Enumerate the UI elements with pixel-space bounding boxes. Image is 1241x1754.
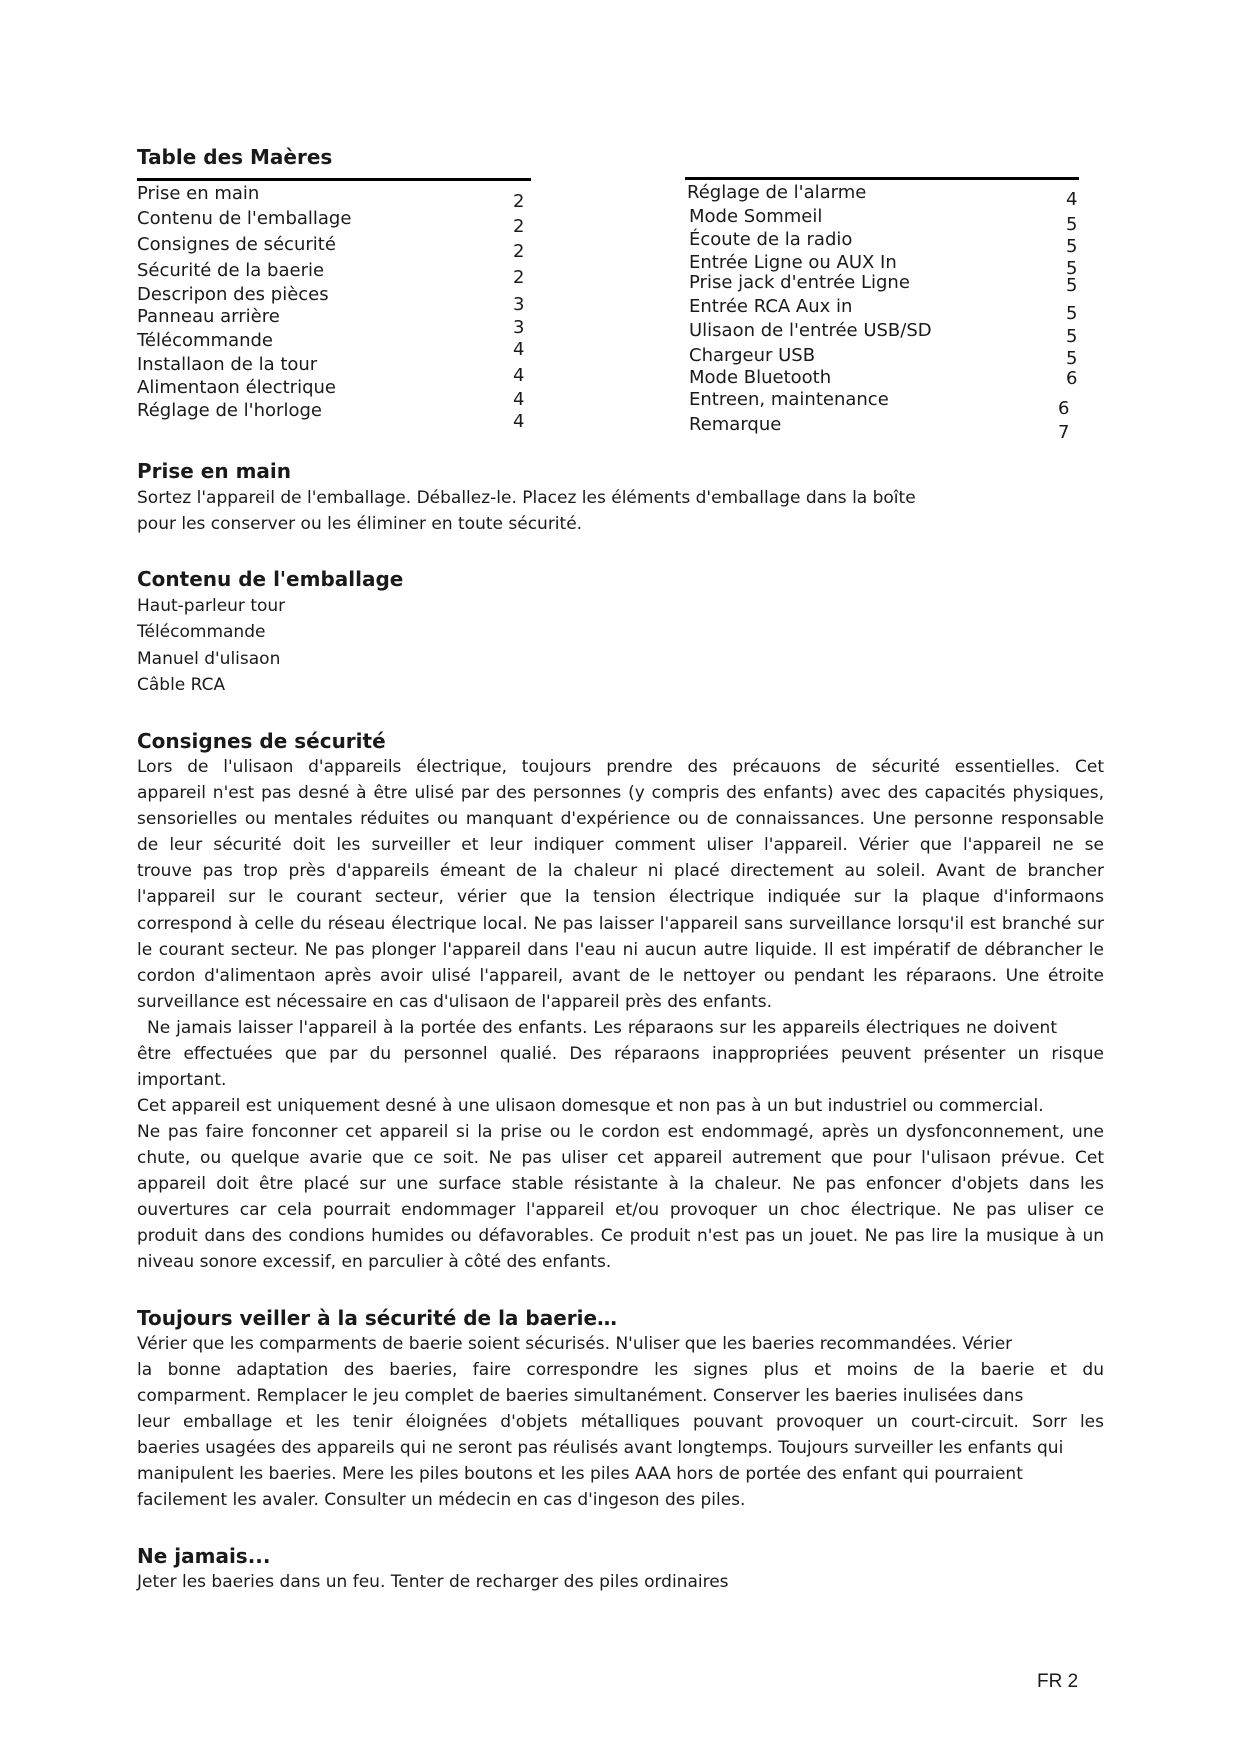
section-title-securite-baerie: Toujours veiller à la sécurité de la baerie… xyxy=(137,1306,618,1330)
toc-entry[interactable]: Entrée RCA Aux in xyxy=(689,296,853,317)
body-line: l'appareil sur le courant secteur, vérier que la tension électrique indiquée sur la plaque d'informaons xyxy=(137,887,1104,907)
list-item: Manuel d'ulisaon xyxy=(137,649,281,669)
toc-page-number: 5 xyxy=(1066,326,1078,347)
body-line: la bonne adaptation des baeries, faire correspondre les signes plus et moins de la baerie et du xyxy=(137,1360,1104,1380)
toc-page-number: 4 xyxy=(513,339,525,360)
body-line: Vérier que les comparments de baerie soient sécurisés. N'uliser que les baeries recommandées. Vérier xyxy=(137,1334,1013,1354)
body-line: produit dans des condions humides ou défavorables. Ce produit n'est pas un jouet. Ne pas lire la musique à un xyxy=(137,1226,1104,1246)
toc-entry[interactable]: Alimentaon électrique xyxy=(137,377,336,398)
toc-page-number: 2 xyxy=(513,267,525,288)
body-line: leur emballage et les tenir éloignées d'objets métalliques pouvant provoquer un court-circuit. Sorr les xyxy=(137,1412,1104,1432)
body-line: trouve pas trop près d'appareils émeant de la chaleur ni placé directement au soleil. Avant de brancher xyxy=(137,861,1104,881)
toc-page-number: 3 xyxy=(513,317,525,338)
toc-entry[interactable]: Prise en main xyxy=(137,183,260,204)
section-title-prise-en-main: Prise en main xyxy=(137,459,292,483)
body-line: manipulent les baeries. Mere les piles boutons et les piles AAA hors de portée des enfant qui pourraient xyxy=(137,1464,1023,1484)
toc-page-number: 5 xyxy=(1066,258,1078,279)
toc-page-number: 5 xyxy=(1066,348,1078,369)
toc-entry[interactable]: Descripon des pièces xyxy=(137,284,329,305)
body-line: baeries usagées des appareils qui ne seront pas réulisés avant longtemps. Toujours surveiller les enfants qui xyxy=(137,1438,1064,1458)
toc-page-number: 6 xyxy=(1066,368,1078,389)
body-line: comparment. Remplacer le jeu complet de baeries simultanément. Conserver les baeries inulisées dans xyxy=(137,1386,1024,1406)
toc-entry[interactable]: Remarque xyxy=(689,414,782,435)
toc-entry[interactable]: Chargeur USB xyxy=(689,345,816,366)
toc-entry[interactable]: Mode Bluetooth xyxy=(689,367,832,388)
toc-page-number: 5 xyxy=(1066,236,1078,257)
section-title-ne-jamais: Ne jamais... xyxy=(137,1544,271,1568)
body-line: niveau sonore excessif, en parculier à côté des enfants. xyxy=(137,1252,612,1272)
toc-page-number: 2 xyxy=(513,191,525,212)
body-line: ouvertures car cela pourrait endommager l'appareil et/ou provoquer un choc électrique. Ne pas uliser ce xyxy=(137,1200,1104,1220)
toc-title: Table des Maères xyxy=(137,145,333,169)
list-item: Haut-parleur tour xyxy=(137,596,286,616)
body-line: pour les conserver ou les éliminer en toute sécurité. xyxy=(137,514,583,534)
toc-entry[interactable]: Réglage de l'alarme xyxy=(687,182,867,203)
toc-page-number: 4 xyxy=(513,389,525,410)
toc-page-number: 5 xyxy=(1066,214,1078,235)
body-line: sensorielles ou mentales réduites ou manquant d'expérience ou de connaissances. Une personne responsable xyxy=(137,809,1104,829)
body-line: le courant secteur. Ne pas plonger l'appareil dans l'eau ni aucun autre liquide. Il est impératif de débrancher le xyxy=(137,940,1104,960)
toc-page-number: 2 xyxy=(513,241,525,262)
toc-page-number: 2 xyxy=(513,216,525,237)
toc-entry[interactable]: Contenu de l'emballage xyxy=(137,208,352,229)
list-item: Télécommande xyxy=(137,622,266,642)
body-line: Ne jamais laisser l'appareil à la portée des enfants. Les réparaons sur les appareils électriques ne doivent xyxy=(147,1018,1057,1038)
body-line: Cet appareil est uniquement desné à une ulisaon domesque et non pas à un but industriel ou commercial. xyxy=(137,1096,1044,1116)
toc-entry[interactable]: Ulisaon de l'entrée USB/SD xyxy=(689,320,932,341)
toc-entry[interactable]: Consignes de sécurité xyxy=(137,234,336,255)
body-line: correspond à celle du réseau électrique local. Ne pas laisser l'appareil sans surveillance lorsqu'il est branché sur xyxy=(137,914,1104,934)
body-line: cordon d'alimentaon après avoir ulisé l'appareil, avant de le nettoyer ou pendant les réparaons. Une étroite xyxy=(137,966,1104,986)
body-line: de leur sécurité doit les surveiller et leur indiquer comment uliser l'appareil. Vérier que l'appareil ne se xyxy=(137,835,1104,855)
toc-entry[interactable]: Installaon de la tour xyxy=(137,354,318,375)
body-line: important. xyxy=(137,1070,227,1090)
toc-left-rule xyxy=(137,178,531,181)
toc-page-number: 5 xyxy=(1066,303,1078,324)
toc-right-rule xyxy=(685,177,1079,180)
toc-page-number: 4 xyxy=(1066,189,1078,210)
toc-entry[interactable]: Entreen, maintenance xyxy=(689,389,889,410)
toc-page-number: 7 xyxy=(1058,422,1070,443)
page-number: FR 2 xyxy=(1037,1671,1079,1692)
toc-entry[interactable]: Télécommande xyxy=(137,330,274,351)
toc-entry[interactable]: Prise jack d'entrée Ligne xyxy=(689,272,910,293)
toc-page-number: 5 xyxy=(1066,275,1078,296)
body-line: appareil n'est pas desné à être ulisé par des personnes (y compris des enfants) avec des capacités physiques, xyxy=(137,783,1104,803)
section-title-contenu: Contenu de l'emballage xyxy=(137,567,404,591)
toc-entry[interactable]: Réglage de l'horloge xyxy=(137,400,322,421)
body-line: facilement les avaler. Consulter un médecin en cas d'ingeson des piles. xyxy=(137,1490,746,1510)
toc-entry[interactable]: Panneau arrière xyxy=(137,306,280,327)
section-title-consignes: Consignes de sécurité xyxy=(137,729,386,753)
body-line: Ne pas faire fonconner cet appareil si la prise ou le cordon est endommagé, après un dysfonconnement, une xyxy=(137,1122,1104,1142)
body-line: Sortez l'appareil de l'emballage. Déballez-le. Placez les éléments d'emballage dans la boîte xyxy=(137,488,916,508)
toc-page-number: 4 xyxy=(513,365,525,386)
toc-page-number: 4 xyxy=(513,411,525,432)
list-item: Câble RCA xyxy=(137,675,226,695)
body-line: Jeter les baeries dans un feu. Tenter de recharger des piles ordinaires xyxy=(137,1572,729,1592)
toc-entry[interactable]: Écoute de la radio xyxy=(689,229,853,250)
body-line: être effectuées que par du personnel qualié. Des réparaons inappropriées peuvent présenter un risque xyxy=(137,1044,1104,1064)
toc-page-number: 6 xyxy=(1058,398,1070,419)
toc-page-number: 3 xyxy=(513,294,525,315)
body-line: Lors de l'ulisaon d'appareils électrique, toujours prendre des précauons de sécurité essentielles. Cet xyxy=(137,757,1104,777)
toc-entry[interactable]: Mode Sommeil xyxy=(689,206,823,227)
body-line: chute, ou quelque avarie que ce soit. Ne pas uliser cet appareil autrement que pour l'ulisaon prévue. Cet xyxy=(137,1148,1104,1168)
body-line: appareil doit être placé sur une surface stable résistante à la chaleur. Ne pas enfoncer d'objets dans les xyxy=(137,1174,1104,1194)
toc-entry[interactable]: Entrée Ligne ou AUX In xyxy=(689,252,897,273)
body-line: surveillance est nécessaire en cas d'ulisaon de l'appareil près des enfants. xyxy=(137,992,773,1012)
toc-entry[interactable]: Sécurité de la baerie xyxy=(137,260,325,281)
